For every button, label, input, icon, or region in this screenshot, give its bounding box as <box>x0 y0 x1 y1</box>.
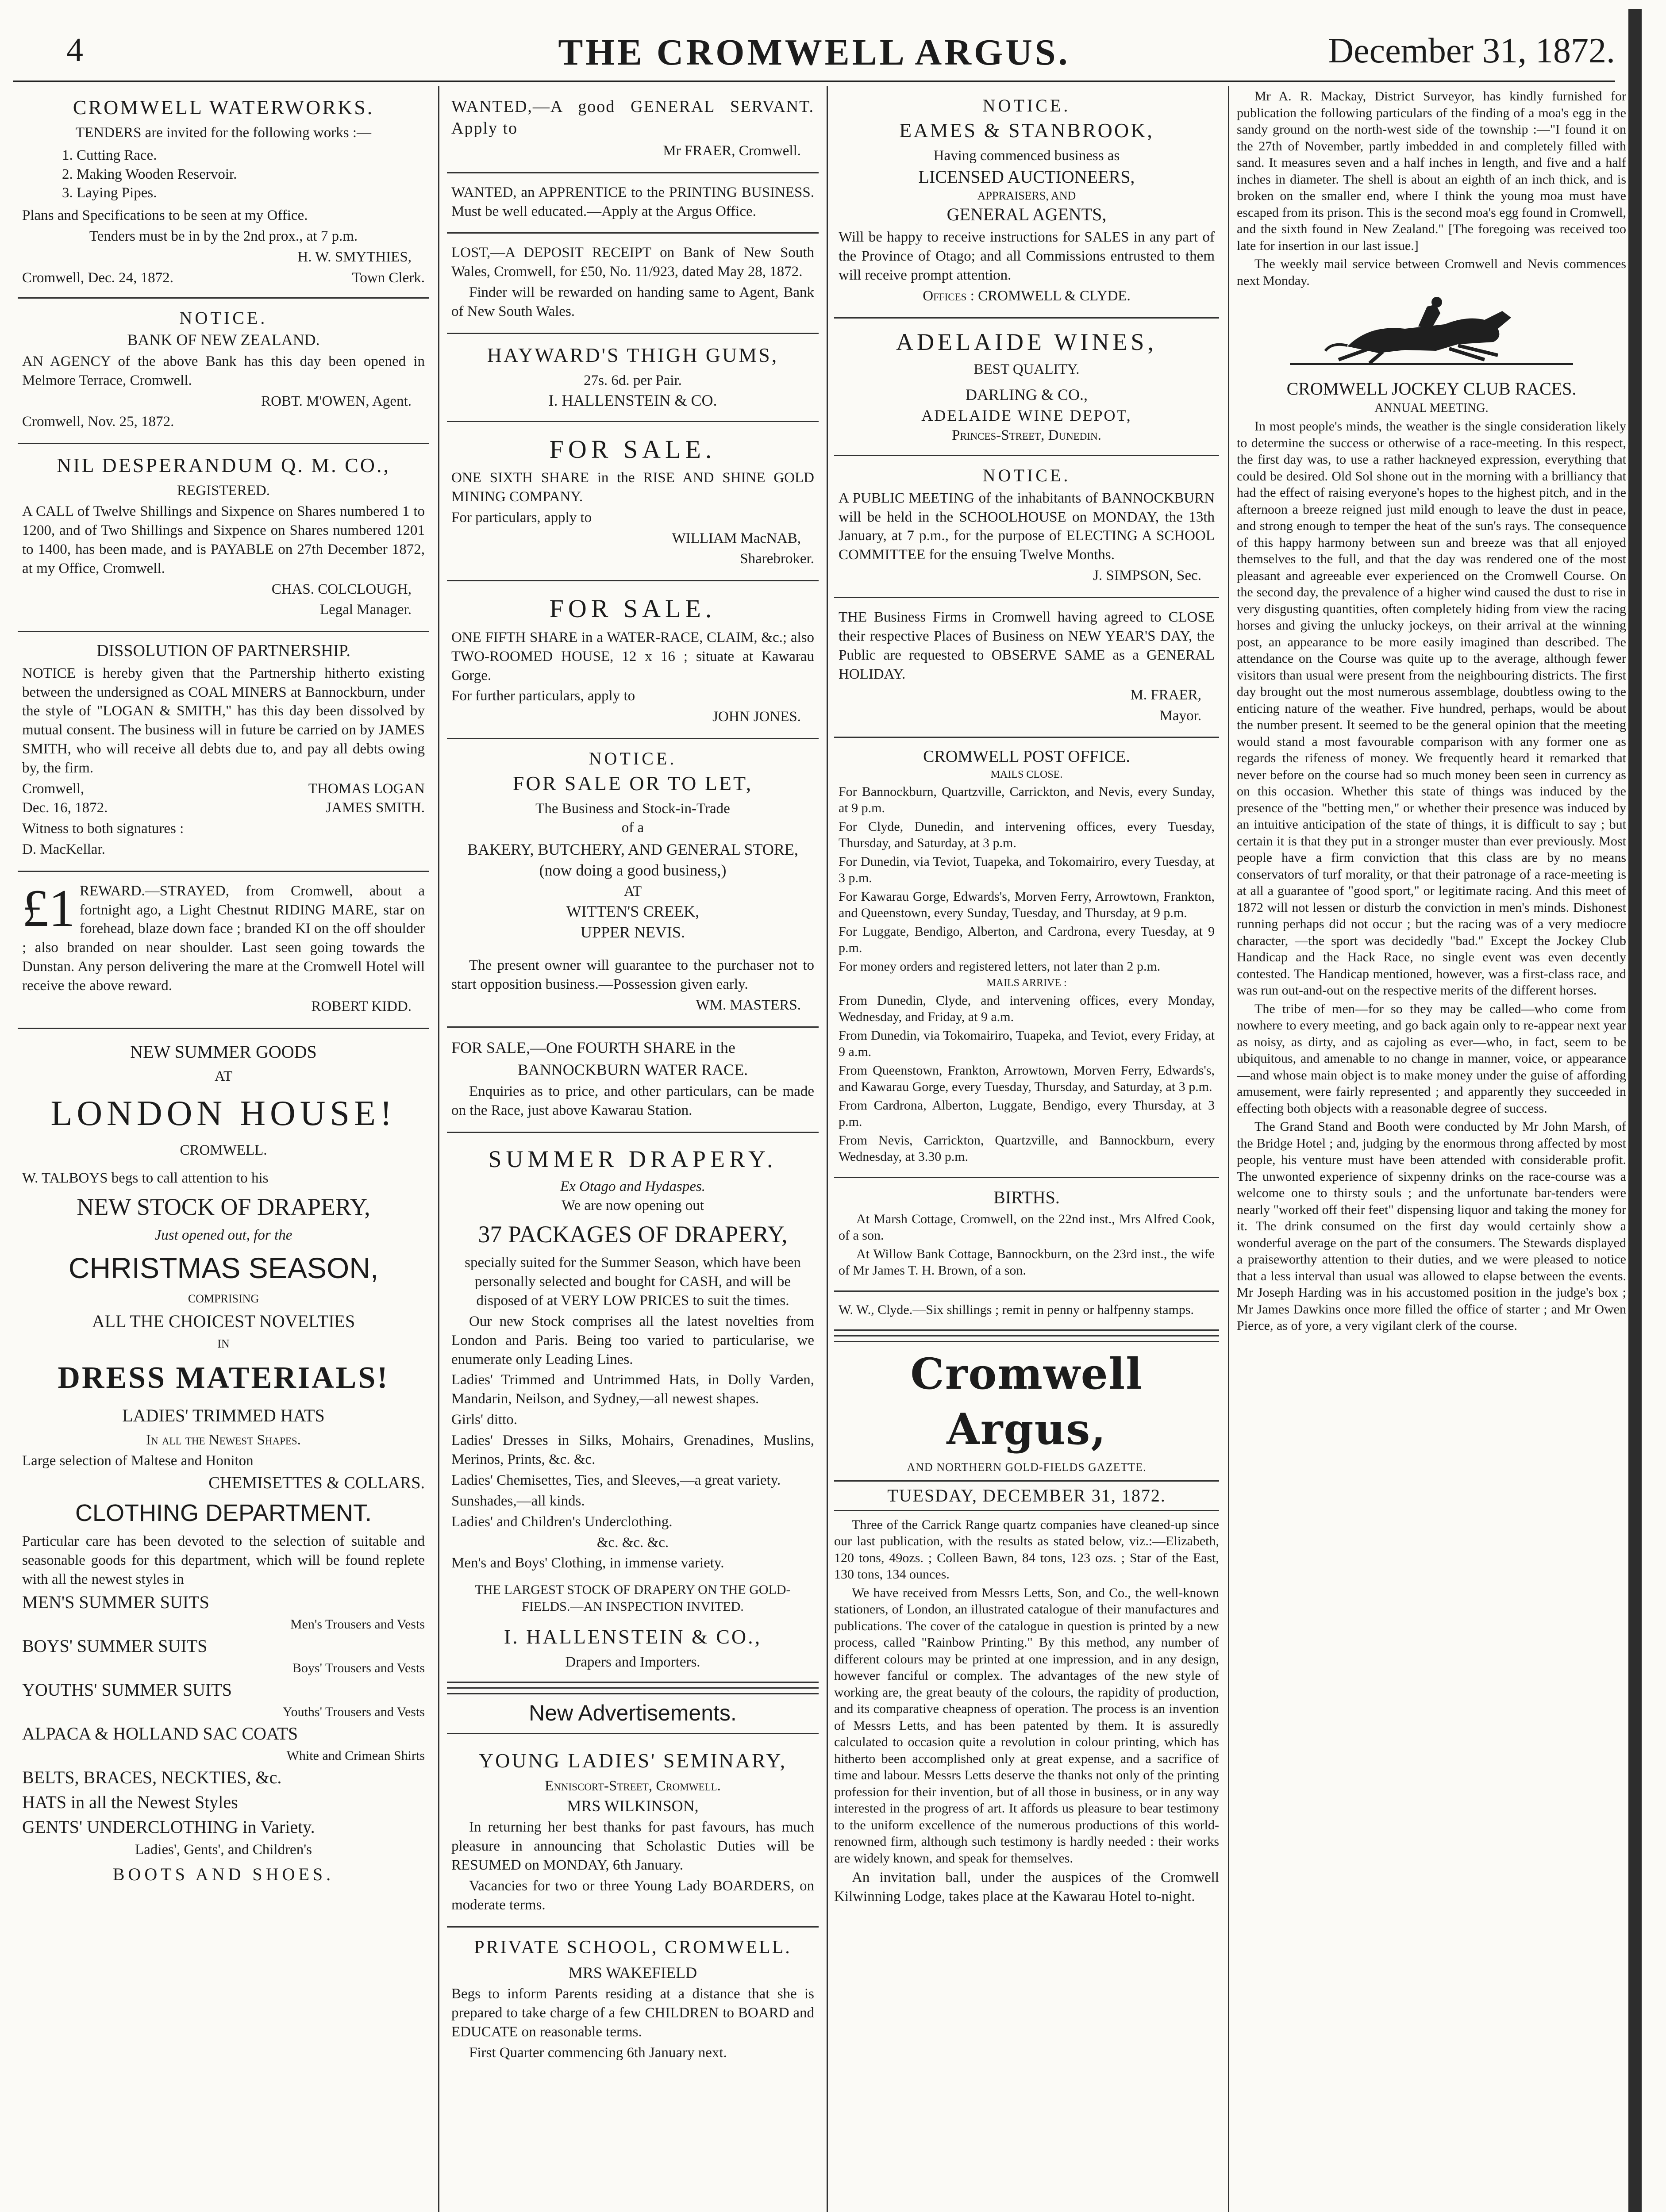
hayward-price: 27s. 6d. per Pair. <box>584 372 682 388</box>
bank-date: Cromwell, Nov. 25, 1872. <box>22 414 174 430</box>
clothing-list <box>22 1591 425 1839</box>
bakery-body: The present owner will guarantee to the purchaser not to start opposition business.—Possession given early. <box>451 957 814 992</box>
waterworks-ad <box>18 86 429 299</box>
nil-signer: CHAS. COLCLOUGH, <box>271 581 412 597</box>
waterworks-list <box>62 146 425 203</box>
for-sale-title: FOR SALE. <box>549 594 716 623</box>
lost-receipt-ad <box>447 234 819 334</box>
wanted-servant: WANTED,—A good GENERAL SERVANT. Apply to <box>451 97 814 138</box>
masthead-rule <box>13 81 1615 82</box>
race-paragraph: The Grand Stand and Booth were conducted by Mr John Marsh, of the Bridge Hotel ; and, judging by the enormous throng affected by most people, his venture must have been attended with considerable profit. The unwonted experience of sixpenny drinks on the race-course was a welcome one to thirsty souls ; and the unfortunate bar-tenders were nearly "worked off their feet" dispensing liquor and taking the money for it. The drink consumed on the first day would certainly show a wonderful average on the part of the consumers. The Stewards displayed a praiseworthy attention to their duties, and we were pleased to notice that a less interval than usual was allowed to elapse between the events. Mr Joseph Harding was in his accustomed position in the judge's box ; Mr James Dawkins once more filled the office of starter ; and Mr Owen Pierce, as of yore, a very vigilant clerk of the course. <box>1237 1119 1626 1333</box>
summer-lines <box>451 1371 814 1573</box>
for-sale-signer: JOHN JONES. <box>712 709 801 725</box>
bakery-place-1: WITTEN'S CREEK, <box>566 902 700 921</box>
bank-signer: ROBT. M'OWEN, Agent. <box>261 393 412 409</box>
nil-sub: REGISTERED. <box>177 483 270 499</box>
dissolution-name-2: JAMES SMITH. <box>326 799 425 816</box>
list-item: Men's and Boys' Clothing, in immense variety. <box>451 1555 724 1571</box>
list-item <box>22 1766 425 1789</box>
bakery-notice <box>447 739 819 1027</box>
for-sale-ad-1 <box>447 422 819 582</box>
summer-largest: THE LARGEST STOCK OF DRAPERY ON THE GOLD-FIELDS.—AN INSPECTION INVITED. <box>475 1582 791 1614</box>
holiday-signer: M. FRAER, <box>1130 687 1201 703</box>
list-item: 1. Cutting Race. <box>62 147 157 163</box>
school-title: PRIVATE SCHOOL, CROMWELL. <box>474 1937 792 1958</box>
hayward-seller: I. HALLENSTEIN & CO. <box>548 391 717 409</box>
bannockburn-race-ad <box>447 1028 819 1133</box>
racehorse-engraving <box>1237 293 1626 373</box>
summer-role: Drapers and Importers. <box>565 1654 700 1671</box>
wanted-apprentice-ad <box>447 173 819 234</box>
for-sale-ad-2 <box>447 581 819 739</box>
maltese-line: Large selection of Maltese and Honiton <box>22 1452 254 1469</box>
correspondent-note <box>834 1292 1219 1331</box>
public-meeting-notice <box>834 456 1219 598</box>
lost-finder: Finder will be rewarded on handing same to Agent, Bank of New South Wales. <box>451 284 814 320</box>
waterworks-place: Cromwell, Dec. 24, 1872. <box>22 270 173 286</box>
adelaide-title: ADELAIDE WINES, <box>896 329 1157 356</box>
mails-close: MAILS CLOSE. <box>990 768 1063 780</box>
list-item-right: Men's Trousers and Vests <box>290 1617 425 1632</box>
seminary-body: In returning her best thanks for past favours, has much pleasure in announcing that Scholastic Duties will be RESUMED on MONDAY, 6th January. <box>451 1819 814 1874</box>
race-paragraph: In most people's minds, the weather is the single consideration likely to determine the success or otherwise of a race-meeting. In this respect, the first day was, to use a rather hackneyed expression, everything that could be desired. Old Sol shone out in the morning with a brilliancy that had the effect of raising everyone's hopes to the highest pitch, and in the afternoon a breeze reigned just mild enough to leave the dust in peace, and strong enough to temper the heat of the sun's rays. The consequence of this happy harmony between sun and breeze was that all enjoyed themselves to the full, and that the day was rendered one of the most pleasant and agreeable ever experienced on the Cromwell Course. On the second day, the prevalence of a higher wind caused the dust to rise in very disgusting quantities, often completely hiding from view the racing horses and giving the unlucky jockeys, on their arrival at the winning post, an appearance to be more easily imagined than described. The attendance on the Course was quite up to the average, although fewer visitors than usual were present from the neighbouring districts. The first day brought out the most numerous assemblage, doubtless owing to the enticing nature of the weather. Five hundred, perhaps, would be about the number present. It seemed to be the general opinion that the meeting would stand a most favourable comparison with any former one as regards the rifeness of money. We frequently heard it remarked that never before on the course had so much money been seen in currency as on this occasion. Whether this state of things was induced by the presence of the "betting men," or whether their presence was induced by an intuitive anticipation of the state of things, it is difficult to say ; but certain it is that they put in a stronger muster than ever previously. Most people have a firm conviction that this class are by no means conservators of turf morality, or that their patronage of a race-meeting is at all a guarantee of "good sport," or legitimate racing. And this meet of 1872 will not lessen or disturb the conviction in men's minds. Dishonest running perhaps did not occur ; but the racing was of a very mediocre character, —the sport was decidedly "bad." Except the Jockey Club Handicap and the Hack Race, no single event was even decently contested. The Handicap mentioned, however, was a first-class race, and was run out-and-out on the respective merits of the different horses. <box>1237 419 1626 998</box>
summer-drapery-ad <box>447 1133 819 1683</box>
dissolution-sig-1 <box>22 780 425 799</box>
london-house: LONDON HOUSE! <box>50 1094 396 1133</box>
bakery-at: AT <box>623 883 642 900</box>
mails-arrive: MAILS ARRIVE : <box>986 977 1067 989</box>
dissolution-sig-2 <box>22 799 425 818</box>
page-number: 4 <box>66 31 83 69</box>
holiday-role: Mayor. <box>1159 707 1201 724</box>
editorial-paragraph: An invitation ball, under the auspices of the Cromwell Kilwinning Lodge, takes place at the Kawarau Hotel to-night. <box>834 1870 1219 1905</box>
summer-packages: 37 PACKAGES OF DRAPERY, <box>478 1221 788 1248</box>
waterworks-signer: H. W. SMYTHIES, <box>297 249 412 265</box>
adelaide-wines-ad <box>834 319 1219 456</box>
reward-signer: ROBERT KIDD. <box>311 998 412 1014</box>
london-house-ad <box>18 1029 429 1899</box>
waterworks-plans: Plans and Specifications to be seen at my Office. <box>22 207 308 224</box>
summer-title: SUMMER DRAPERY. <box>488 1145 777 1172</box>
new-stock: NEW STOCK OF DRAPERY, <box>77 1193 370 1220</box>
newest-shapes: In all the Newest Shapes. <box>146 1432 301 1448</box>
school-name: MRS WAKEFIELD <box>568 1963 697 1982</box>
list-item-left: BOYS' SUMMER SUITS <box>22 1636 208 1656</box>
seminary-vacancies: Vacancies for two or three Young Lady BOARDERS, on moderate terms. <box>451 1878 814 1913</box>
dissolution-notice <box>18 632 429 872</box>
hayward-title: HAYWARD'S THIGH GUMS, <box>487 344 779 367</box>
editorial-masthead-sub: AND NORTHERN GOLD-FIELDS GAZETTE. <box>907 1460 1147 1474</box>
list-item-left: HATS in all the Newest Styles <box>22 1792 238 1813</box>
bakery-biz: BAKERY, BUTCHERY, AND GENERAL STORE, (now doing a good business,) <box>467 840 798 879</box>
editorial-dateline: TUESDAY, DECEMBER 31, 1872. <box>834 1480 1219 1511</box>
list-item: For Luggate, Bendigo, Alberton, and Cardrona, every Tuesday, at 9 p.m. <box>839 924 1215 956</box>
divider <box>447 1733 819 1734</box>
christmas-season: CHRISTMAS SEASON, <box>68 1251 379 1284</box>
list-item: For Clyde, Dunedin, and intervening offices, every Tuesday, Thursday, and Saturday, at 3 p.m. <box>839 819 1215 851</box>
bakery-of: of a <box>621 819 644 836</box>
births-title: BIRTHS. <box>993 1187 1060 1207</box>
trimmed-hats: LADIES' TRIMMED HATS <box>122 1405 325 1425</box>
for-sale-body: ONE FIFTH SHARE in a WATER-RACE, CLAIM, &c.; also TWO-ROOMED HOUSE, 12 x 16 ; situate at Kawarau Gorge. <box>451 629 814 684</box>
new-advertisements-heading: New Advertisements. <box>529 1700 737 1725</box>
novelties: ALL THE CHOICEST NOVELTIES <box>92 1311 355 1332</box>
bannock-race: BANNOCKBURN WATER RACE. <box>517 1061 748 1079</box>
nil-desperandum-ad <box>18 444 429 632</box>
ww-note: W. W., Clyde.—Six shillings ; remit in penny or halfpenny stamps. <box>839 1302 1194 1317</box>
bakery-sub: The Business and Stock-in-Trade <box>535 800 730 817</box>
for-sale-apply: For further particulars, apply to <box>451 688 635 704</box>
list-item: For Bannockburn, Quartzville, Carrickton, and Nevis, every Sunday, at 9 p.m. <box>839 784 1215 816</box>
list-item <box>22 1722 425 1745</box>
eames-licensed: LICENSED AUCTIONEERS, <box>918 166 1135 187</box>
list-item-left: GENTS' UNDERCLOTHING in Variety. <box>22 1817 315 1837</box>
column-rule <box>827 86 828 2212</box>
jockey-club-title: CROMWELL JOCKEY CLUB RACES. <box>1286 379 1577 399</box>
adelaide-depot: ADELAIDE WINE DEPOT, <box>921 406 1132 424</box>
list-item-right: Boys' Trousers and Vests <box>292 1661 425 1676</box>
notice-heading: NOTICE. <box>982 465 1071 485</box>
lost-body: LOST,—A DEPOSIT RECEIPT on Bank of New South Wales, Cromwell, for £50, No. 11/923, dated May 28, 1872. <box>451 245 814 280</box>
issue-date: December 31, 1872. <box>1328 31 1615 70</box>
in-label: IN <box>217 1337 230 1351</box>
london-at: AT <box>214 1068 233 1084</box>
london-title: NEW SUMMER GOODS <box>130 1041 317 1062</box>
bannock-body: Enquiries as to price, and other particulars, can be made on the Race, just above Kawarau Station. <box>451 1083 814 1118</box>
masthead <box>13 31 1615 80</box>
list-item-right: Youths' Trousers and Vests <box>282 1705 425 1720</box>
clothing-body: Particular care has been devoted to the selection of suitable and seasonable goods for this department, which will be found replete with all the newest styles in <box>22 1533 425 1588</box>
annual-meeting: ANNUAL MEETING. <box>1374 401 1489 415</box>
list-item: Ladies' Chemisettes, Ties, and Sleeves,—a great variety. <box>451 1472 781 1488</box>
section-divider <box>447 1687 819 1694</box>
editorial-paragraph: Three of the Carrick Range quartz companies have cleaned-up since our last publication, with the results as stated below, viz.:—Elizabeth, 120 tons, 49ozs. ; Colleen Bawn, 84 tons, 123 ozs. ; Star of the East, 130 tons, 134 ounces. <box>834 1517 1219 1582</box>
dissolution-body: NOTICE is hereby given that the Partnership hitherto existing between the undersigned as COAL MINERS at Bannockburn, under the style of "LOGAN & SMITH," has this day been dissolved by mutual consent. The business will in future be carried on by JAMES SMITH, who will receive all debts due to, and pay all debts owing by, the firm. <box>22 665 425 776</box>
just-opened: Just opened out, for the <box>154 1227 292 1243</box>
list-item <box>22 1659 425 1677</box>
column-1 <box>18 86 429 2212</box>
chemisettes: CHEMISETTES & COLLARS. <box>208 1473 425 1492</box>
adelaide-street: Princes-Street, Dunedin. <box>952 427 1101 443</box>
list-item <box>22 1747 425 1764</box>
wanted-apprentice: WANTED, an APPRENTICE to the PRINTING BUSINESS. Must be well educated.—Apply at the Argus Office. <box>451 184 814 219</box>
bank-name: BANK OF NEW ZEALAND. <box>127 330 320 349</box>
nil-body: A CALL of Twelve Shillings and Sixpence on Shares numbered 1 to 1200, and of Two Shillings and Sixpence on Shares numbered 1201 to 1400, has been made, and is PAYABLE on 27th December 1872, at my Office, Cromwell. <box>22 503 425 576</box>
boots-pre: Ladies', Gents', and Children's <box>135 1842 312 1858</box>
meeting-body: A PUBLIC MEETING of the inhabitants of BANNOCKBURN will be held in the SCHOOLHOUSE on MONDAY, the 13th January, at 7 p.m., for the purpose of ELECTING A SCHOOL COMMITTEE for the ensuing Twelve Months. <box>839 490 1215 563</box>
summer-ex: Ex Otago and Hydaspes. <box>560 1179 706 1195</box>
list-item <box>22 1791 425 1814</box>
close-list <box>839 783 1215 975</box>
list-item <box>22 1816 425 1839</box>
reward-amount: £1 <box>22 878 75 937</box>
list-item <box>22 1703 425 1720</box>
school-first: First Quarter commencing 6th January next. <box>469 2044 727 2061</box>
list-item <box>22 1616 425 1633</box>
list-item: Ladies' and Children's Underclothing. <box>451 1513 673 1530</box>
births-section <box>834 1178 1219 1292</box>
nil-title: NIL DESPERANDUM Q. M. CO., <box>57 454 390 477</box>
summer-novelties: Our new Stock comprises all the latest novelties from London and Paris. Being too varied to particularise, we enumerate only Leading Lines. <box>451 1313 814 1367</box>
for-sale-role: Sharebroker. <box>740 551 814 567</box>
list-item: 2. Making Wooden Reservoir. <box>62 166 237 182</box>
eames-title: EAMES & STANBROOK, <box>899 119 1154 142</box>
talboys-line: W. TALBOYS begs to call attention to his <box>22 1170 269 1186</box>
post-office-ad <box>834 738 1219 1178</box>
waterworks-role: Town Clerk. <box>352 270 425 286</box>
list-item: From Nevis, Carrickton, Quartzville, and Bannockburn, every Wednesday, at 3.30 p.m. <box>839 1133 1215 1164</box>
adelaide-best: BEST QUALITY. <box>973 361 1080 378</box>
notice-heading: NOTICE. <box>179 307 268 328</box>
dissolution-witness: Witness to both signatures : <box>22 820 184 837</box>
post-title: CROMWELL POST OFFICE. <box>923 747 1130 766</box>
list-item: For Dunedin, via Teviot, Tuapeka, and Tokomairiro, every Tuesday, at 3 p.m. <box>839 854 1215 886</box>
wanted-servant-signer: Mr FRAER, Cromwell. <box>663 142 801 159</box>
bank-body: AN AGENCY of the above Bank has this day been opened in Melmore Terrace, Cromwell. <box>22 353 425 388</box>
list-item: Ladies' Dresses in Silks, Mohairs, Grenadines, Muslins, Merinos, Prints, &c. &c. <box>451 1432 814 1467</box>
race-paragraph: The tribe of men—for so they may be called—who come from nowhere to every meeting, and go back again only to re-appear next year as noisy, as dirty, and as cajoling as ever—who, in fact, seem to be ubiquitous, and amenable to no change in manner, voice, or appearance—and whose main object is to make money under the guise of affording amusement, were fairly represented ; and apparently they succeeded in effecting both objects with a reasonable degree of success. <box>1237 1001 1626 1116</box>
moa-paragraph: Mr A. R. Mackay, District Surveyor, has kindly furnished for publication the following particulars of the finding of a moa's egg in the sandy ground on the north-west side of the township :—"I found it on the 27th of November, partly imbedded in and completely filled with sand. It measures seven and a half inches in length, and five and a half inches in diameter. The shell is about an eighth of an inch thick, and is broken on the smaller end, where I think the young moa must have escaped from its prison. This is the second moa's egg found in Cromwell, and the sixth found in New Zealand." [The foregoing was received too late for insertion in our last issue.] <box>1237 89 1626 253</box>
boots-and-shoes: BOOTS AND SHOES. <box>112 1864 335 1884</box>
column-3 <box>834 86 1219 2212</box>
notice-heading: NOTICE. <box>982 96 1071 115</box>
summer-opening: We are now opening out <box>562 1197 704 1214</box>
column-rule <box>438 86 439 2212</box>
for-sale-apply: For particulars, apply to <box>451 509 592 526</box>
for-sale-body: ONE SIXTH SHARE in the RISE AND SHINE GOLD MINING COMPANY. <box>451 469 814 505</box>
dissolution-place: Cromwell, <box>22 781 85 797</box>
section-divider <box>834 1335 1219 1342</box>
paper-title: THE CROMWELL ARGUS. <box>558 32 1070 73</box>
mail-paragraph: The weekly mail service between Cromwell and Nevis commences next Monday. <box>1237 257 1626 288</box>
eames-offices: Offices : CROMWELL & CLYDE. <box>923 288 1131 304</box>
list-item: Girls' ditto. <box>451 1412 517 1428</box>
column-rule <box>1228 86 1229 2212</box>
hayward-ad <box>447 334 819 422</box>
editorial-masthead: Cromwell Argus, <box>910 1349 1143 1454</box>
horse-and-jockey-icon <box>1237 293 1626 373</box>
list-item-left: YOUTHS' SUMMER SUITS <box>22 1680 232 1700</box>
list-item: Ladies' Trimmed and Untrimmed Hats, in Dolly Varden, Mandarin, Neilson, and Sydney,—all newest shapes. <box>451 1372 814 1407</box>
bank-notice <box>18 299 429 444</box>
eames-stanbrook-ad <box>834 86 1219 319</box>
list-item <box>22 1635 425 1658</box>
school-body: Begs to inform Parents residing at a distance that she is prepared to take charge of a few CHILDREN to BOARD and EDUCATE on reasonable terms. <box>451 1986 814 2040</box>
dissolution-title: DISSOLUTION OF PARTNERSHIP. <box>96 641 350 661</box>
for-sale-title: FOR SALE. <box>549 434 716 464</box>
nil-role: Legal Manager. <box>319 602 412 618</box>
page-edge <box>1628 9 1642 2212</box>
list-item: From Dunedin, via Tokomairiro, Tuapeka, and Teviot, every Friday, at 9 a.m. <box>839 1028 1215 1060</box>
eames-body: Will be happy to receive instructions for SALES in any part of the Province of Otago; and all Commissions entrusted to them will receive prompt attention. <box>839 229 1215 284</box>
list-item: From Queenstown, Frankton, Arrowtown, Morven Ferry, Edwards's, and Kawarau Gorge, every Tuesday, Thursday, and Saturday, at 3 p.m. <box>839 1063 1215 1094</box>
for-sale-signer: WILLIAM MacNAB, <box>672 530 801 546</box>
list-item-right: White and Crimean Shirts <box>286 1748 425 1763</box>
private-school-ad <box>447 1928 819 2074</box>
adelaide-darling: DARLING & CO., <box>966 386 1088 404</box>
reward-ad <box>18 872 429 1029</box>
list-item: From Cardrona, Alberton, Luggate, Bendigo, every Thursday, at 3 p.m. <box>839 1098 1215 1129</box>
holiday-notice <box>834 598 1219 738</box>
for-sale-or-let: FOR SALE OR TO LET, <box>512 772 753 795</box>
seminary-street: Enniscort-Street, Cromwell. <box>545 1778 721 1794</box>
eames-having: Having commenced business as <box>933 147 1120 164</box>
column-2 <box>447 86 819 2212</box>
list-item <box>22 1591 425 1614</box>
meeting-signer: J. SIMPSON, Sec. <box>1093 568 1201 584</box>
eames-appraisers: APPRAISERS, AND <box>977 189 1076 202</box>
birth-item: At Marsh Cottage, Cromwell, on the 22nd inst., Mrs Alfred Cook, of a son. <box>839 1211 1215 1243</box>
london-town: CROMWELL. <box>180 1142 267 1158</box>
editorial-paragraph: We have received from Messrs Letts, Son, and Co., the well-known stationers, of London, an illustrated catalogue of their manufactures and publications. The cover of the catalogue in question is printed by a new process, called "Rainbow Printing." By this method, any number of different colours may be printed at one impression, and in any design, however fanciful or complex. The advantages of the new style of working are, the great beauty of the colours, the rapidity of production, and its comparative cheapness of operation. The process is an invention of Messrs Letts, and has been patented by them. It is assuredly calculated to occasion quite a revolution in colour printing, which has hitherto been accomplished only at great expense, and a sacrifice of time and labour. Messrs Letts deserve the thanks not only of the printing profession for their invention, but of all those in business, or in any way interested in the progress of art. It affords us pleasure to bear testimony to the uniform excellence of the numerous productions of this world-renowned firm, although such testimony is hardly needed : their works are widely known, and speak for themselves. <box>834 1585 1219 1866</box>
dissolution-witness-name: D. MacKellar. <box>22 841 105 857</box>
dissolution-name-1: THOMAS LOGAN <box>308 781 425 797</box>
holiday-body: THE Business Firms in Cromwell having agreed to CLOSE their respective Places of Business on NEW YEAR'S DAY, the Public are requested to OBSERVE SAME as a GENERAL HOLIDAY. <box>839 609 1215 682</box>
birth-item: At Willow Bank Cottage, Bannockburn, on the 23rd inst., the wife of Mr James T. H. Brown, of a son. <box>839 1246 1215 1278</box>
wanted-servant-ad <box>447 86 819 173</box>
list-item-left: ALPACA & HOLLAND SAC COATS <box>22 1724 298 1744</box>
list-item: For money orders and registered letters, not later than 2 p.m. <box>839 959 1161 974</box>
list-item: Sunshades,—all kinds. <box>451 1493 585 1509</box>
arrive-list <box>839 992 1215 1165</box>
seminary-name: MRS WILKINSON, <box>567 1797 699 1815</box>
waterworks-title: CROMWELL WATERWORKS. <box>73 96 374 119</box>
reward-body: REWARD.—STRAYED, from Cromwell, about a fortnight ago, a Light Chestnut RIDING MARE, star on forehead, blaze down face ; branded KI on the off shoulder ; also branded on near shoulder. Last seen going towards the Dunstan. Any person delivering the mare at the Cromwell Hotel will receive the above reward. <box>22 883 425 994</box>
dissolution-date: Dec. 16, 1872. <box>22 799 108 816</box>
waterworks-deadline: Tenders must be in by the 2nd prox., at 7 p.m. <box>89 228 358 245</box>
bannock-title: FOR SALE,—One FOURTH SHARE in the <box>451 1038 735 1056</box>
comprising: COMPRISING <box>188 1292 259 1306</box>
waterworks-footer <box>22 269 425 288</box>
seminary-ad <box>447 1740 819 1928</box>
list-item: 3. Laying Pipes. <box>62 185 157 201</box>
list-item-left: BELTS, BRACES, NECKTIES, &c. <box>22 1767 282 1788</box>
waterworks-intro: TENDERS are invited for the following works :— <box>75 124 372 141</box>
summer-seller: I. HALLENSTEIN & CO., <box>504 1625 762 1648</box>
clothing-dept: CLOTHING DEPARTMENT. <box>75 1500 372 1527</box>
column-4 <box>1237 86 1626 2212</box>
dress-materials: DRESS MATERIALS! <box>58 1360 389 1395</box>
list-item-left: MEN'S SUMMER SUITS <box>22 1592 209 1613</box>
list-item: From Dunedin, Clyde, and intervening offices, every Monday, Wednesday, and Friday, at 9 a.m. <box>839 993 1215 1025</box>
summer-body: specially suited for the Summer Season, which have been personally selected and bought for CASH, and will be disposed of at VERY LOW PRICES to suit the times. <box>465 1255 801 1309</box>
bakery-place-2: UPPER NEVIS. <box>580 923 685 941</box>
bakery-signer: WM. MASTERS. <box>696 997 801 1013</box>
list-item <box>22 1678 425 1701</box>
eames-general: GENERAL AGENTS, <box>947 204 1107 225</box>
list-item: &c. &c. &c. <box>596 1534 669 1551</box>
list-item: For Kawarau Gorge, Edwards's, Morven Ferry, Arrowtown, Frankton, and Queenstown, every Sunday, Tuesday, and Thursday, at 9 p.m. <box>839 889 1215 921</box>
notice-heading: NOTICE. <box>589 749 677 769</box>
seminary-title: YOUNG LADIES' SEMINARY, <box>478 1749 787 1772</box>
